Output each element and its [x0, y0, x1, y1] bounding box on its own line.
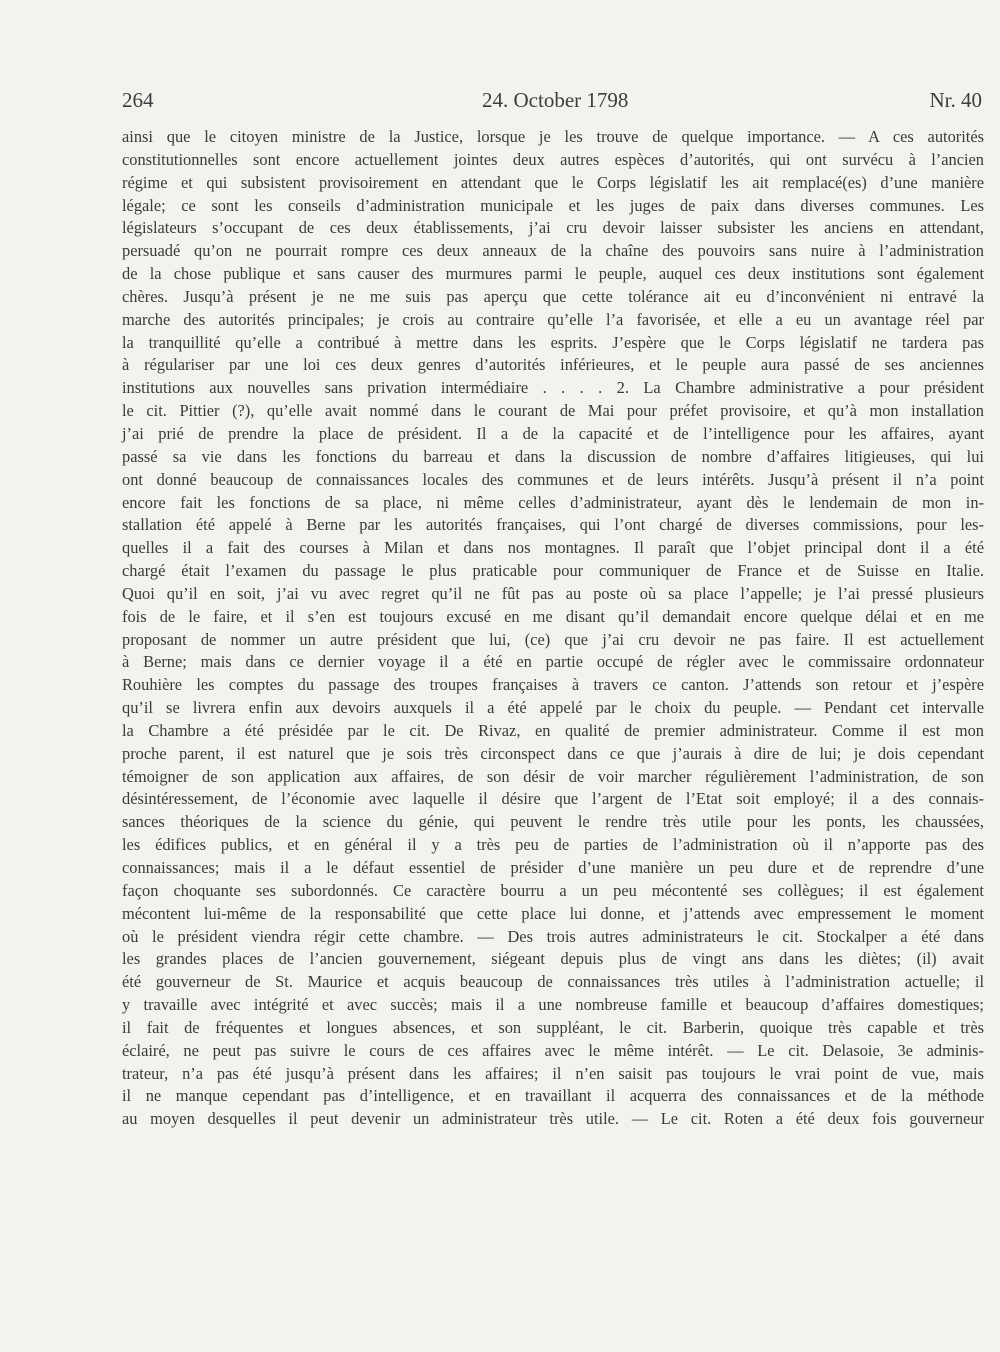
text-line: j’ai prié de prendre la place de président. Il a de la capacité et de l’intelligence pour les affaires, ayant	[122, 423, 984, 443]
text-line: à Berne; mais dans ce dernier voyage il a été en partie occupé de régler avec le commissaire ordonnateur	[122, 652, 984, 672]
text-line: le cit. Pittier (?), qu’elle avait nommé dans le courant de Mai pour préfet provisoire, et qu’à mon installation	[122, 401, 984, 421]
text-line: trateur, n’a pas été jusqu’à présent dans les affaires; il n’en saisit pas toujours le vrai point de vue, mais	[122, 1063, 984, 1083]
header-date: 24. October 1798	[482, 88, 629, 112]
text-line: il fait de fréquentes et longues absences, et son suppléant, le cit. Barberin, quoique très capable et très	[122, 1017, 984, 1037]
text-line: fois de le faire, et il s’en est toujours excusé en me disant qu’il demandait encore quelque délai et en me	[122, 606, 984, 626]
text-line: à régulariser par une loi ces deux genres d’autorités inférieures, et le peuple aura passé de ses anciennes	[122, 355, 984, 375]
text-line: témoigner de son application aux affaires, de son désir de voir marcher régulièrement l’administration, de son	[122, 766, 984, 786]
text-line: institutions aux nouvelles sans privation intermédiaire . . . . 2. La Chambre administrative a pour président	[122, 378, 984, 398]
page-number: 264	[122, 88, 154, 112]
text-line: la Chambre a été présidée par le cit. De Rivaz, en qualité de premier administrateur. Comme il est mon	[122, 720, 984, 740]
text-line: Rouhière les comptes du passage des troupes françaises à travers ce canton. J’attends son retour et j’espère	[122, 675, 984, 695]
text-line: la tranquillité qu’elle a contribué à mettre dans les esprits. J’espère que le Corps législatif ne tardera pas	[122, 332, 984, 352]
text-line: légale; ce sont les conseils d’administration municipale et les juges de paix dans diverses communes. Les	[122, 195, 984, 215]
text-line: persuadé qu’on ne pourrait rompre ces deux anneaux de la chaîne des pouvoirs sans nuire à l’administration	[122, 241, 984, 261]
body-text	[122, 126, 984, 1131]
text-line: marche des autorités principales; je crois au contraire qu’elle l’a favorisée, et elle a eu un avantage réel par	[122, 309, 984, 329]
text-line: régime et qui subsistent provisoirement en attendant que le Corps législatif les ait remplacé(es) d’une manière	[122, 172, 984, 192]
text-line: connaissances; mais il a le défaut essentiel de présider d’une manière un peu dure et de reprendre d’une	[122, 858, 984, 877]
text-line: constitutionnelles sont encore actuellement jointes deux autres espèces d’autorités, qui ont survécu à l’ancien	[122, 149, 984, 169]
document-number: Nr. 40	[929, 88, 982, 112]
text-line: les édifices publics, et en général il y a très peu de parties de l’administration où il n’apporte pas des	[122, 835, 984, 855]
page-header	[122, 88, 982, 118]
text-line: Quoi qu’il en soit, j’ai vu avec regret qu’il ne fût pas au poste où sa place l’appelle; je l’ai pressé plusieurs	[122, 583, 984, 603]
text-line: été gouverneur de St. Maurice et acquis beaucoup de connaissances très utiles à l’administration actuelle; il	[122, 972, 984, 992]
text-line: les grandes places de l’ancien gouvernement, siégeant depuis plus de vingt ans dans les diètes; (il) avait	[122, 949, 984, 969]
text-line: au moyen desquelles il peut devenir un administrateur très utile. — Le cit. Roten a été deux fois gouverneur	[122, 1109, 984, 1129]
text-line: de la chose publique et sans causer des murmures parmi le peuple, auquel ces deux institutions sont également	[122, 264, 984, 284]
text-line: quelles il a fait des courses à Milan et dans nos montagnes. Il paraît que l’objet principal dont il a été	[122, 538, 984, 558]
text-line: proposant de nommer un autre président que lui, (ce) que j’ai cru devoir ne pas faire. Il est actuellement	[122, 629, 984, 649]
text-line: éclairé, ne peut pas suivre le cours de ces affaires avec le même intérêt. — Le cit. Delasoie, 3e adminis-	[122, 1040, 984, 1060]
text-line: où le président viendra régir cette chambre. — Des trois autres administrateurs le cit. Stockalper a été dans	[122, 926, 984, 946]
text-line: mécontent lui-même de la responsabilité que cette place lui donne, et j’attends avec empressement le moment	[122, 903, 984, 923]
text-line: chargé était l’examen du passage le plus praticable pour communiquer de France et de Suisse en Italie.	[122, 561, 984, 581]
text-line: encore fait les fonctions de sa place, ni même celles d’administrateur, ayant dès le lendemain de mon in-	[122, 492, 984, 512]
text-line: désintéressement, de l’économie avec laquelle il désire que l’argent de l’Etat soit employé; il a des connais-	[122, 789, 984, 809]
text-line: législateurs s’occupant de ces deux établissements, j’ai cru devoir laisser subsister les anciens en attendant,	[122, 218, 984, 238]
text-line: stallation été appelé à Berne par les autorités françaises, qui l’ont chargé de diverses commissions, pour les-	[122, 515, 984, 535]
text-line: y travaille avec intégrité et avec succès; mais il a une nombreuse famille et beaucoup d’affaires domestiques;	[122, 995, 984, 1015]
text-line: façon choquante ses subordonnés. Ce caractère bourru a un peu mécontenté ses collègues; il est également	[122, 880, 984, 900]
text-line: ainsi que le citoyen ministre de la Justice, lorsque je les trouve de quelque importance. — A ces autorités	[122, 127, 984, 146]
text-line: chères. Jusqu’à présent je ne me suis pas aperçu que cette tolérance ait eu d’inconvénient ni entravé la	[122, 286, 984, 306]
text-line: passé sa vie dans les fonctions du barreau et dans la discussion de nombre d’affaires litigieuses, qui lui	[122, 446, 984, 466]
text-line: ont donné beaucoup de connaissances locales des communes et de leurs intérêts. Jusqu’à présent il n’a point	[122, 469, 984, 489]
text-line: proche parent, il est naturel que je sois très circonspect dans ce que j’aurais à dire de lui; je dois cependant	[122, 743, 984, 763]
text-line: qu’il se livrera enfin aux devoirs auxquels il a été appelé par le choix du peuple. — Pendant cet intervalle	[122, 698, 984, 718]
text-line: sances théoriques de la science du génie, qui peuvent le rendre très utile pour les ponts, les chaussées,	[122, 812, 984, 832]
text-line: il ne manque cependant pas d’intelligence, et en travaillant il acquerra des connaissances et de la méthode	[122, 1086, 984, 1106]
